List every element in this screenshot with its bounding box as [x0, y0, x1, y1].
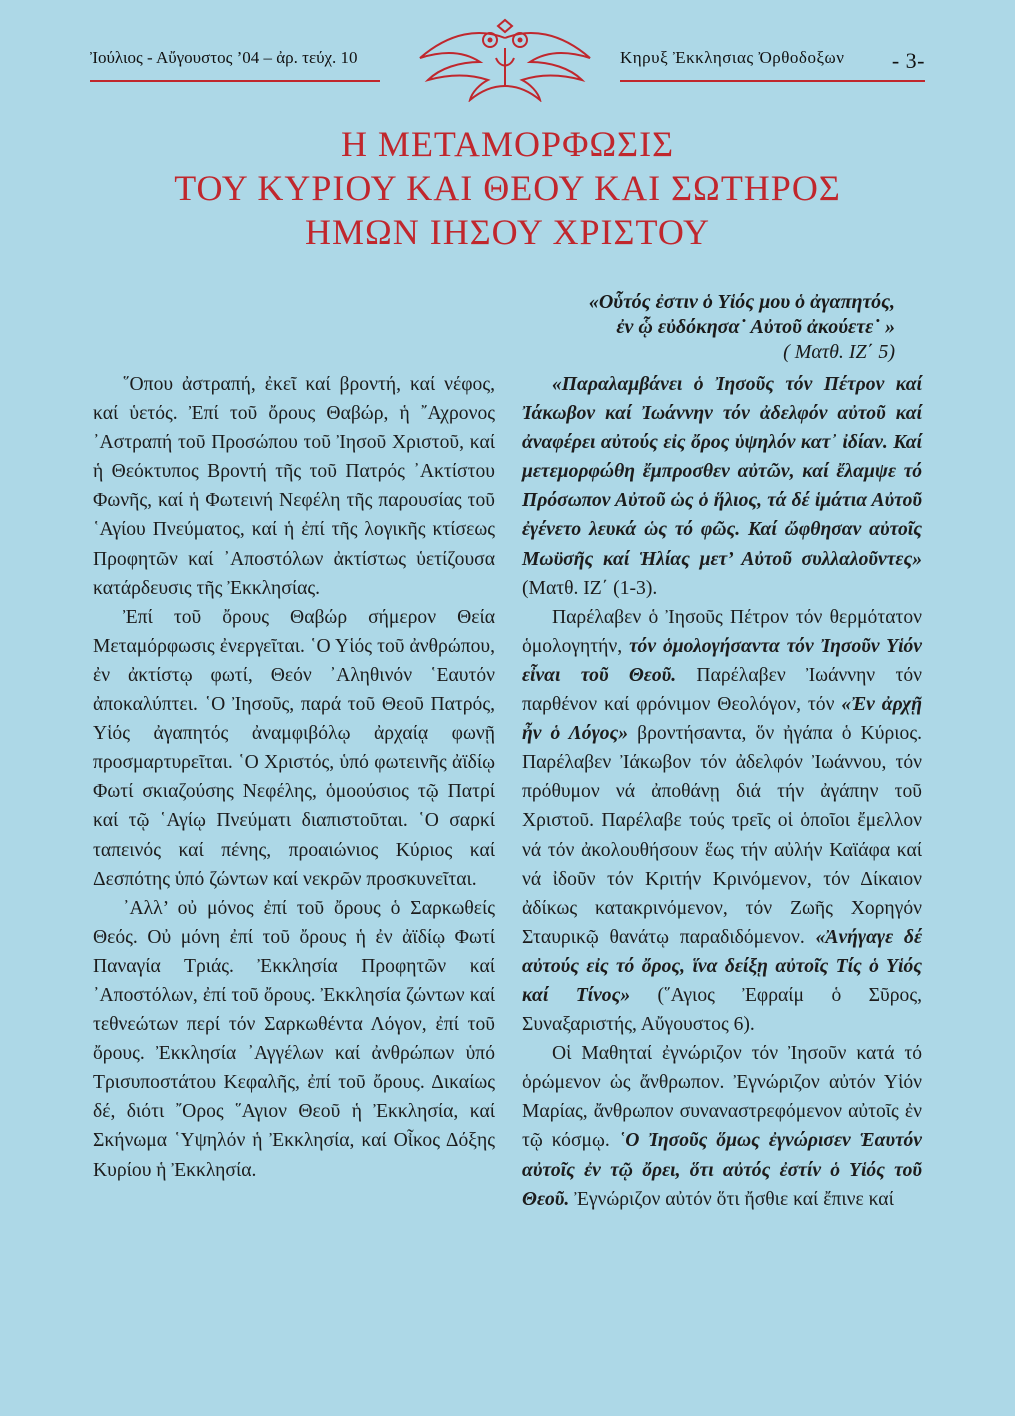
header-rule-right: [620, 80, 925, 82]
text-run: Παρέλαβεν ὁ Ἰησοῦς Πέτρον τόν θερμότατον ὁμολογητήν,: [522, 606, 922, 657]
left-column: [93, 370, 495, 1185]
text-run: Παρέλαβεν Ἰωάννην τόν παρθένον καί φρόνιμον Θεολόγον, τόν: [522, 664, 922, 716]
text-run: Ἐγνώριζον αὐτόν ὅτι ἤσθιε καί ἔπινε καί: [569, 1188, 894, 1210]
journal-name: [620, 48, 925, 73]
text-run: (῞Αγιος Ἐφραίμ ὁ Σῦρος, Συναξαριστής, Αὔγουστος 6).: [522, 984, 922, 1036]
paragraph: [522, 603, 922, 1039]
paragraph: [522, 370, 922, 603]
double-headed-eagle-icon: [410, 18, 600, 102]
epigraph: [515, 290, 895, 365]
emphasis: τόν ὁμολογήσαντα τόν Ἰησοῦν Υἱόν εἶναι τοῦ Θεοῦ.: [522, 635, 923, 686]
paragraph: ῞Οπου ἀστραπή, ἐκεῖ καί βροντή, καί νέφος, καί ὑετός. Ἐπί τοῦ ὄρους Θαβώρ, ἡ ῎Αχρονος ᾿Αστραπή τοῦ Προσώπου τοῦ Ἰησοῦ Χριστοῦ, καί ἡ Θεόκτυπος Βροντή τῆς τοῦ Πατρός ᾿Ακτίστου Φωνῆς, καί ἡ Φωτεινή Νεφέλη τῆς παρουσίας τοῦ ῾Αγίου Πνεύματος, καί ἡ ἐπί τῆς λογικῆς κτίσεως Προφητῶν καί ᾿Αποστόλων ἀκτίστως ὑετίζουσα κατάρδευσις τῆς Ἐκκλησίας.: [93, 374, 495, 599]
epigraph-line-2: ἐν ᾧ εὐδόκησα˙ Αὐτοῦ ἀκούετε˙ »: [616, 316, 895, 338]
title-line-2: ΤΟΥ ΚΥΡΙΟΥ ΚΑΙ ΘΕΟΥ ΚΑΙ ΣΩΤΗΡΟΣ: [174, 168, 841, 208]
scripture-reference: (Ματθ. ΙΖ΄ (1-3).: [522, 577, 658, 599]
epigraph-line-1: «Οὗτός ἐστιν ὁ Υἱός μου ὁ ἀγαπητός,: [588, 291, 895, 313]
page-number: - 3-: [891, 48, 925, 73]
title-line-3: ΗΜΩΝ ΙΗΣΟΥ ΧΡΙΣΤΟΥ: [304, 212, 711, 252]
scripture-quote: «Παραλαμβάνει ὁ Ἰησοῦς τόν Πέτρον καί Ἰάκωβον καί Ἰωάννην τόν ἀδελφόν αὐτοῦ καί ἀναφέρει αὐτούς εἰς ὄρος ὑψηλόν κατ᾿ ἰδίαν. Καί μετεμορφώθη ἔμπροσθεν αὐτῶν, καί ἔλαμψε τό Πρόσωπον Αὐτοῦ ὡς ὁ ἥλιος, τά δέ ἱμάτια Αὐτοῦ ἐγένετο λευκά ὡς τό φῶς. Καί ὤφθησαν αὐτοῖς Μωϋσῆς καί Ἡλίας μετ’ Αὐτοῦ συλλαλοῦντες»: [522, 374, 922, 570]
header-rule-left: [90, 80, 380, 82]
journal-title: Κηρυξ Ἐκκλησιας Ὀρθοδοξων: [620, 48, 845, 67]
emphasis: «Ἐν ἀρχῇ ἦν ὁ Λόγος»: [522, 694, 922, 745]
page-header: [0, 0, 1015, 110]
title-line-1: Η ΜΕΤΑΜΟΡΦΩΣΙΣ: [340, 124, 675, 164]
article-title: [60, 122, 955, 254]
right-column: [522, 370, 922, 1214]
emphasis: ῾Ο Ἰησοῦς ὅμως ἐγνώρισεν Ἑαυτόν αὐτοῖς ἐν τῷ ὄρει, ὅτι αὐτός ἐστίν ὁ Υἱός τοῦ Θεοῦ.: [522, 1130, 922, 1210]
text-run: βροντήσαντα, ὅν ἠγάπα ὁ Κύριος. Παρέλαβεν Ἰάκωβον τόν ἀδελφόν Ἰωάννου, τόν πρόθυμον νά ἀποθάνῃ διά τήν ἀγάπην τοῦ Χριστοῦ. Παρέλαβε τούς τρεῖς οἱ ὁποῖοι ἔμελλον νά τόν ἀκολουθήσουν ἕως τήν αὐλήν Καϊάφα καί νά ἰδοῦν τόν Κριτήν Κρινόμενον, τόν Δίκαιον ἀδίκως κατακρινόμενον, τόν Ζωῆς Χορηγόν Σταυρικῷ θανάτῳ παραδιδόμενον.: [522, 723, 922, 948]
emphasis: «Ἀνήγαγε δέ αὐτούς εἰς τό ὄρος, ἵνα δείξῃ αὐτοῖς Τίς ὁ Υἱός καί Τίνος»: [522, 926, 922, 1006]
paragraph: [522, 1039, 922, 1214]
text-run: Οἱ Μαθηταί ἐγνώριζον τόν Ἰησοῦν κατά τό ὁρώμενον ὡς ἄνθρωπον. Ἐγνώριζον αὐτόν Υἱόν Μαρίας, ἄνθρωπον συναναστρεφόμενον αὐτοῖς ἐν τῷ κόσμῳ.: [522, 1043, 922, 1152]
paragraph: Ἐπί τοῦ ὄρους Θαβώρ σήμερον Θεία Μεταμόρφωσις ἐνεργεῖται. ῾Ο Υἱός τοῦ ἀνθρώπου, ἐν ἀκτίστῳ φωτί, Θεόν ᾿Αληθινόν ῾Εαυτόν ἀποκαλύπτει. ῾Ο Ἰησοῦς, παρά τοῦ Θεοῦ Πατρός, Υἱός ἀγαπητός ἀναμφιβόλῳ ἀρχαίᾳ φωνῇ προσμαρτυρεῖται. ῾Ο Χριστός, ὑπό φωτεινῆς ἀϊδίῳ Φωτί σκιαζούσης Νεφέλης, ὁμοούσιος τῷ Πατρί καί τῷ ῾Αγίῳ Πνεύματι διαπιστοῦται. ῾Ο σαρκί ταπεινός καί πένης, προαιώνιος Κύριος καί Δεσπότης ὑπό ζώντων καί νεκρῶν προσκυνεῖται.: [93, 606, 495, 890]
paragraph: ᾿Αλλ’ οὐ μόνος ἐπί τοῦ ὄρους ὁ Σαρκωθείς Θεός. Οὐ μόνη ἐπί τοῦ ὄρους ἡ ἐν ἀϊδίῳ Φωτί Παναγία Τριάς. Ἐκκλησία Προφητῶν καί ᾿Αποστόλων, ἐπί τοῦ ὄρους. Ἐκκλησία ζώντων καί τεθνεώτων περί τόν Σαρκωθέντα Λόγον, ἐπί τοῦ ὄρους. Ἐκκλησία ᾿Αγγέλων καί ἀνθρώπων ὑπό Τρισυποστάτου Κεφαλῆς, ἐπί τοῦ ὄρους. Δικαίως δέ, διότι ῎Ορος ῞Αγιον Θεοῦ ἡ Ἐκκλησία, καί Σκήνωμα ῾Υψηλόν ἡ Ἐκκλησία, καί Οἶκος Δόξης Κυρίου ἡ Ἐκκλησία.: [93, 897, 495, 1181]
issue-info: Ἰούλιος - Αὔγουστος ’04 – ἀρ. τεύχ. 10: [90, 48, 358, 67]
epigraph-reference: ( Ματθ. ΙΖ΄ 5): [783, 341, 895, 363]
